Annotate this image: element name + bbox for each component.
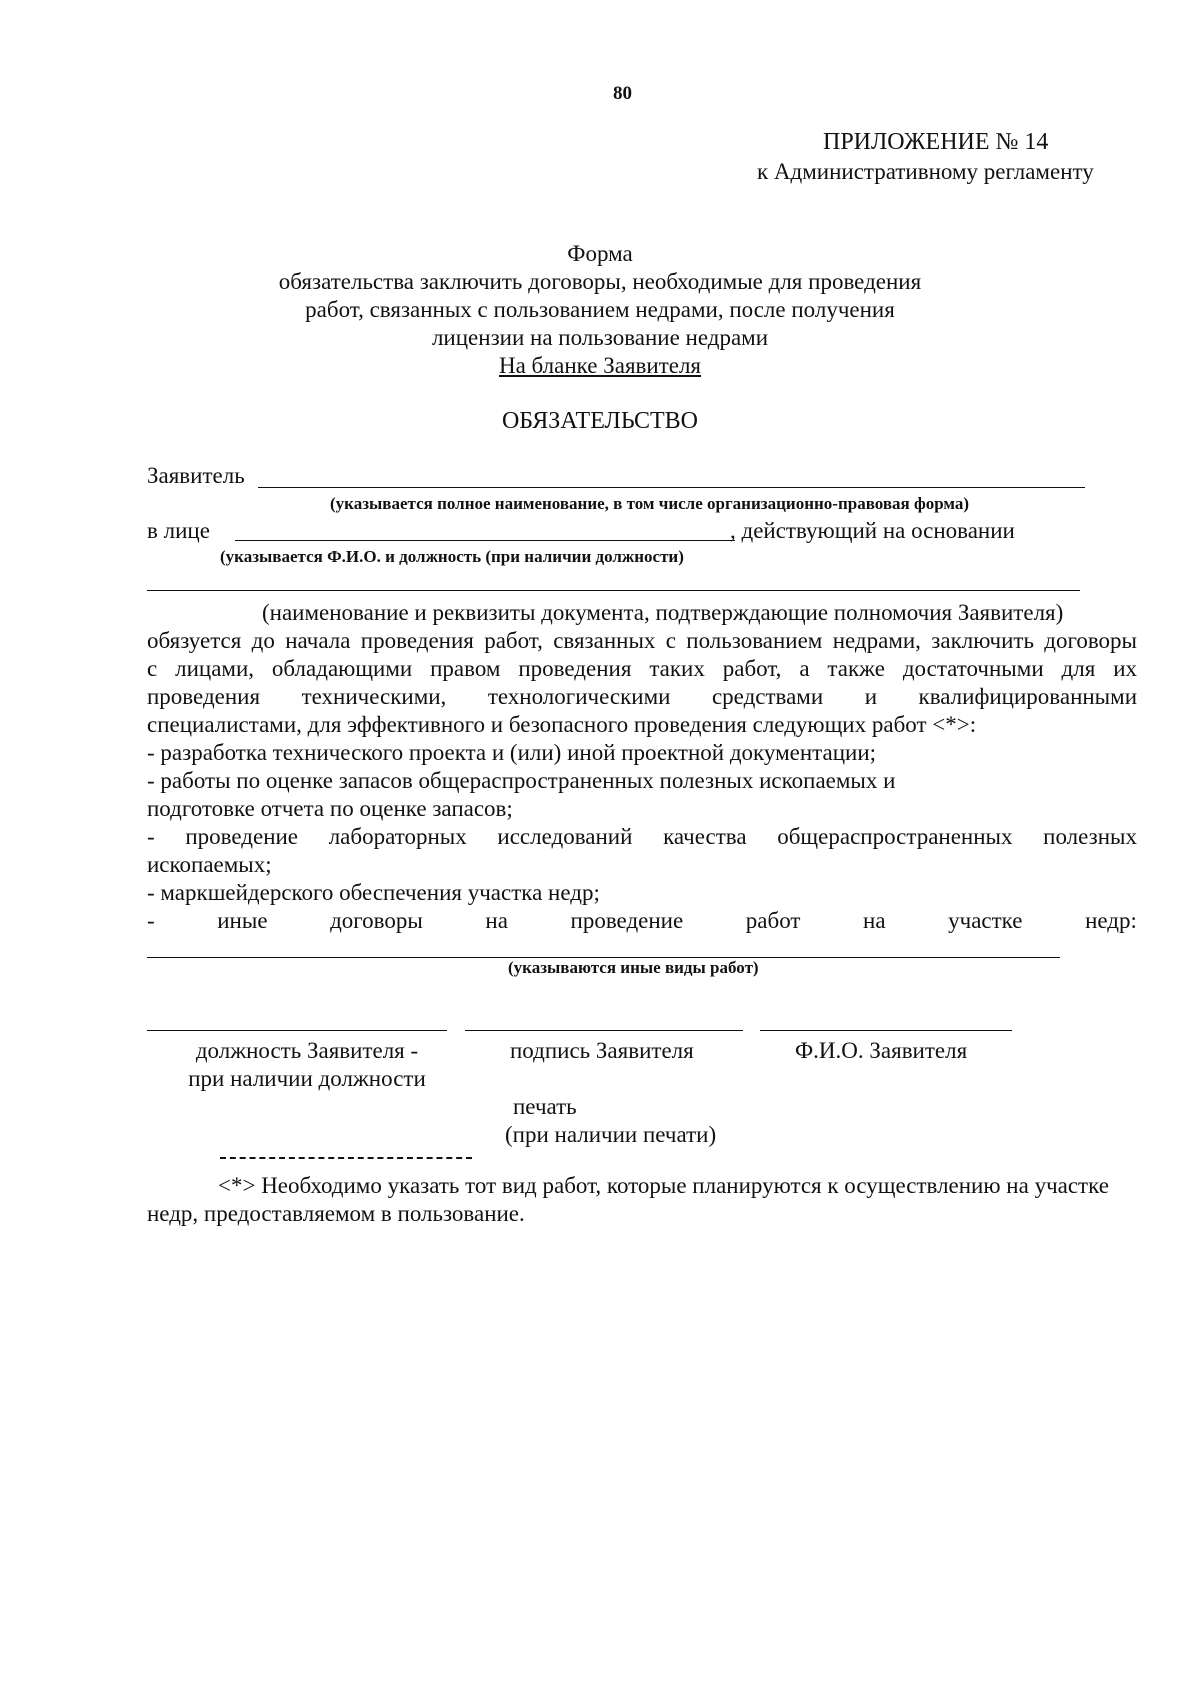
footnote-line1: <*> Необходимо указать тот вид работ, которые планируются к осуществлению на участке <box>218 1173 1109 1198</box>
list-item-2-line1: - работы по оценке запасов общераспространенных полезных ископаемых и <box>147 768 896 793</box>
form-heading-line4: лицензии на пользование недрами <box>431 325 769 350</box>
name-label: Ф.И.О. Заявителя <box>795 1038 968 1063</box>
applicant-field-line <box>258 487 1085 488</box>
form-heading-line2: обязательства заключить договоры, необходимые для проведения <box>278 269 922 294</box>
form-heading-line5: На бланке Заявителя <box>498 353 702 378</box>
appendix-subtitle: к Административному регламенту <box>757 159 1094 184</box>
applicant-label: Заявитель <box>147 463 245 488</box>
list-item-5-word: на <box>863 908 886 933</box>
body-line-4: специалистами, для эффективного и безопасного проведения следующих работ <*>: <box>147 712 977 737</box>
position-label-line2: при наличии должности <box>188 1066 426 1091</box>
authority-caption: (наименование и реквизиты документа, подтверждающие полномочия Заявителя) <box>262 600 1064 625</box>
form-heading-line1: Форма <box>567 241 633 266</box>
list-item-5-word: на <box>485 908 508 933</box>
body-line-1: обязуется до начала проведения работ, связанных с пользованием недрами, заключить договоры <box>147 628 1137 653</box>
form-heading-line3: работ, связанных с пользованием недрами, после получения <box>305 297 895 322</box>
list-item-1: - разработка технического проекта и (или) иной проектной документации; <box>147 740 877 765</box>
list-item-5-word: иные <box>217 908 268 933</box>
authority-field-line <box>147 590 1080 591</box>
position-signature-line <box>147 1030 447 1031</box>
list-item-5-word: проведение <box>570 908 684 933</box>
list-item-5-word: участке <box>948 908 1023 933</box>
list-item-4: - маркшейдерского обеспечения участка недр; <box>147 880 600 905</box>
list-item-5-word: договоры <box>330 908 423 933</box>
list-item-2-line2: подготовке отчета по оценке запасов; <box>147 796 513 821</box>
appendix-title: ПРИЛОЖЕНИЕ № 14 <box>823 129 1049 155</box>
represented-field-line <box>235 540 735 541</box>
applicant-caption: (указывается полное наименование, в том числе организационно-правовая форма) <box>330 494 970 513</box>
body-line-2: с лицами, обладающими правом проведения таких работ, а также достаточными для их <box>147 656 1137 681</box>
list-item-5-word: недр: <box>1085 908 1137 933</box>
stamp-label-line2: (при наличии печати) <box>505 1122 717 1147</box>
doc-title: ОБЯЗАТЕЛЬСТВО <box>501 408 699 434</box>
list-item-5 <box>147 907 1137 935</box>
other-works-caption: (указываются иные виды работ) <box>508 958 759 977</box>
footnote-line2: недр, предоставляемом в пользование. <box>147 1201 525 1226</box>
list-item-5-word: работ <box>745 908 801 933</box>
list-item-3-line1: - проведение лабораторных исследований качества общераспространенных полезных <box>147 824 1137 849</box>
list-item-5-word: - <box>147 908 155 933</box>
stamp-label-line1: печать <box>513 1094 577 1119</box>
sign-signature-line <box>465 1030 743 1031</box>
name-signature-line <box>760 1030 1012 1031</box>
position-label-line1: должность Заявителя - <box>195 1038 419 1063</box>
represented-label: в лице <box>147 518 210 543</box>
footnote-separator <box>220 1157 472 1159</box>
body-line-3: проведения техническими, технологическими средствами и квалифицированными <box>147 684 1137 709</box>
represented-suffix: , действующий на основании <box>730 518 1015 543</box>
page-number: 80 <box>613 83 632 104</box>
list-item-3-line2: ископаемых; <box>147 852 272 877</box>
sign-label: подпись Заявителя <box>510 1038 694 1063</box>
represented-caption: (указывается Ф.И.О. и должность (при наличии должности) <box>220 547 684 566</box>
